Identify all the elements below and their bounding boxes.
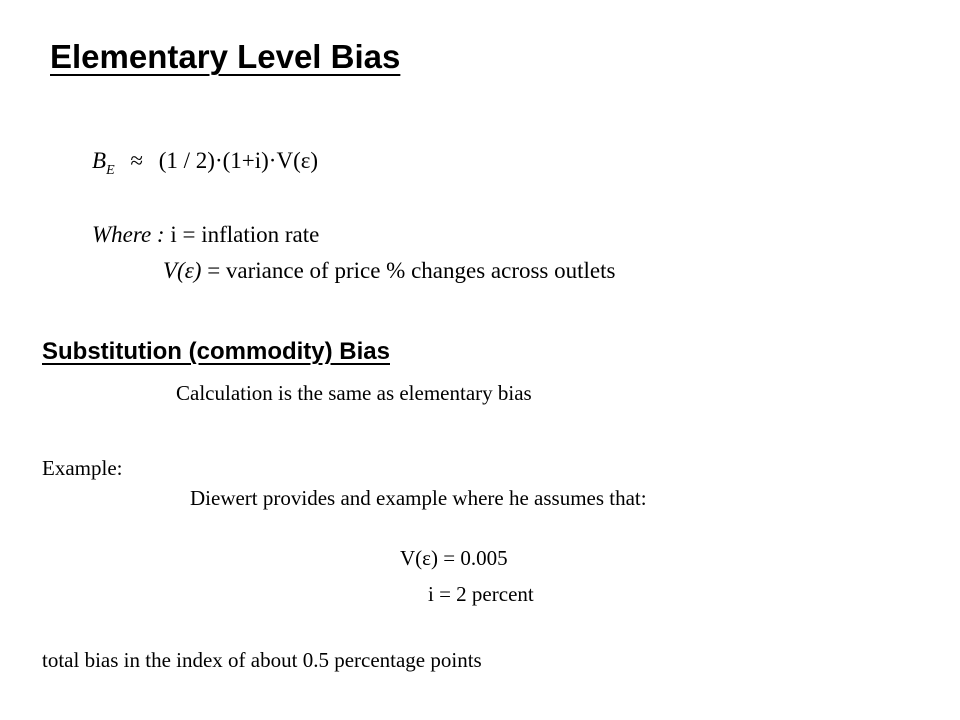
- where-line-inflation: [92, 222, 319, 248]
- formula-lhs-symbol: B: [92, 148, 107, 173]
- variance-symbol: V(ε): [163, 258, 202, 283]
- approx-symbol: ≈: [130, 148, 143, 173]
- inflation-definition: i = inflation rate: [170, 222, 320, 247]
- formula-rhs: (1 / 2)·(1+i)·V(ε): [158, 148, 319, 173]
- bias-formula: [92, 148, 318, 179]
- where-line-variance: [163, 258, 615, 284]
- slide-title: Elementary Level Bias: [50, 38, 401, 75]
- conclusion-text: total bias in the index of about 0.5 percentage points: [42, 648, 482, 672]
- example-label: Example:: [42, 456, 123, 480]
- assumption-variance: V(ε) = 0.005: [400, 546, 508, 570]
- formula-lhs-subscript: E: [106, 163, 115, 178]
- example-intro: Diewert provides and example where he assumes that:: [190, 486, 647, 510]
- calculation-note: Calculation is the same as elementary bias: [176, 381, 532, 405]
- where-label: Where :: [92, 222, 165, 247]
- section-title: Substitution (commodity) Bias: [42, 338, 390, 365]
- variance-definition: = variance of price % changes across outlets: [207, 258, 616, 283]
- assumption-inflation: i = 2 percent: [428, 582, 534, 606]
